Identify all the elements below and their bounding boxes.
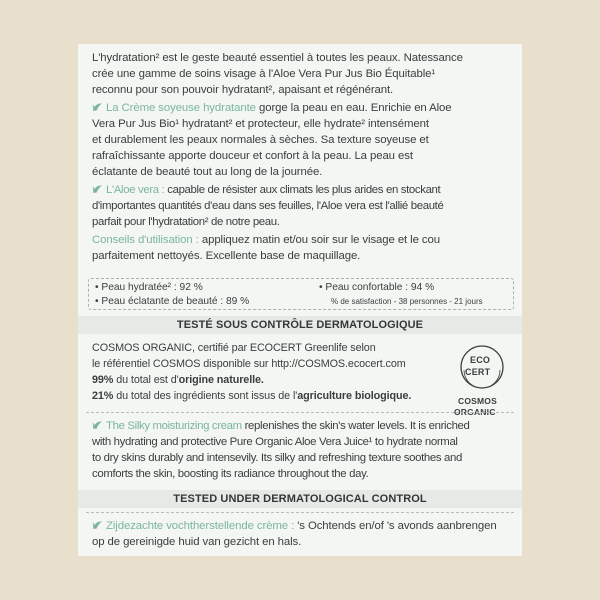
- fr-cream-line-5: éclatante de beauté tout au long de la journée.: [92, 166, 323, 178]
- fr-cream-line-4: rafraîchissante apporte douceur et confort à la peau. La peau est: [92, 150, 413, 162]
- en-line-4: comforts the skin, boosting its radiance throughout the day.: [92, 468, 369, 480]
- section-divider: [86, 512, 514, 513]
- aloe-leaf-icon: [92, 420, 103, 430]
- en-line-3: to dry skins durably and intensevily. Its silky and refreshing texture soothes and: [92, 452, 462, 464]
- product-label-panel: [78, 44, 522, 556]
- fr-cream-line-3: et durablement les peaux normales à sèches. Sa texture soyeuse et: [92, 134, 429, 146]
- en-text: replenishes the skin's water levels. It is enriched: [241, 420, 470, 432]
- logo-cert: CERT: [465, 367, 491, 377]
- section-divider: [86, 412, 514, 413]
- fr-aloe-text: capable de résister aux climats les plus arides en stockant: [164, 184, 441, 196]
- organic-agriculture: agriculture biologique.: [297, 390, 412, 402]
- nl-text: 's Ochtends en/of 's avonds aanbrengen: [294, 520, 497, 532]
- nl-line-1: [92, 518, 497, 534]
- nl-title: Zijdezachte vochtherstellende crème :: [106, 520, 295, 532]
- fr-aloe-line-3: parfait pour l'hydratation² de notre peau.: [92, 216, 280, 228]
- fr-intro-line-3: reconnu pour son pouvoir hydratant², apaisant et régénérant.: [92, 84, 394, 96]
- stat-note: % de satisfaction - 38 personnes - 21 jours: [331, 297, 483, 306]
- fr-cream-line-2: Vera Pur Jus Bio¹ hydratant² et protecteur, elle hydrate² intensément: [92, 118, 429, 130]
- en-line-1: [92, 418, 470, 434]
- cosmos-line-2: le référentiel COSMOS disponible sur http://COSMOS.ecocert.com: [92, 358, 406, 370]
- logo-cosmos: COSMOS: [458, 396, 497, 406]
- logo-organic: ORGANIC: [454, 407, 496, 417]
- natural-origin: origine naturelle.: [178, 374, 264, 386]
- stat-hydrated: • Peau hydratée² : 92 %: [95, 282, 203, 293]
- fr-cream-text: gorge la peau en eau. Enrichie en Aloe: [255, 102, 452, 114]
- dermatological-band-fr: TESTÉ SOUS CONTRÔLE DERMATOLOGIQUE: [78, 316, 522, 334]
- fr-cream-line-1: [92, 100, 452, 116]
- fr-usage-line-2: parfaitement nettoyés. Excellente base de maquillage.: [92, 250, 361, 262]
- fr-intro-line-2: crée une gamme de soins visage à l'Aloe Vera Pur Jus Bio Équitable¹: [92, 68, 436, 80]
- stat-comfortable: • Peau confortable : 94 %: [319, 282, 435, 293]
- organic-percent: 21%: [92, 390, 114, 402]
- fr-usage-text: appliquez matin et/ou soir sur le visage et le cou: [198, 234, 440, 246]
- natural-text: du total est d': [113, 374, 179, 386]
- en-title: The Silky moisturizing cream: [106, 420, 242, 432]
- cosmos-line-3: [92, 372, 264, 388]
- fr-cream-title: La Crème soyeuse hydratante: [106, 102, 256, 114]
- nl-line-2: op de gereinigde huid van gezicht en hals.: [92, 536, 302, 548]
- satisfaction-stats-box: [88, 278, 514, 310]
- logo-eco: ECO: [470, 355, 491, 365]
- aloe-leaf-icon: [92, 520, 103, 530]
- stat-radiant: • Peau éclatante de beauté : 89 %: [95, 296, 250, 307]
- organic-text: du total des ingrédients sont issus de l': [113, 390, 298, 402]
- fr-usage-title: Conseils d'utilisation :: [92, 234, 199, 246]
- fr-aloe-line-2: d'importantes quantités d'eau dans ses feuilles, l'Aloe vera est l'allié beauté: [92, 200, 444, 212]
- aloe-leaf-icon: [92, 102, 103, 112]
- dermatological-band-en: TESTED UNDER DERMATOLOGICAL CONTROL: [78, 490, 522, 508]
- natural-percent: 99%: [92, 374, 114, 386]
- en-line-2: with hydrating and protective Pure Organic Aloe Vera Juice¹ to hydrate normal: [92, 436, 458, 448]
- fr-usage-line-1: [92, 232, 440, 248]
- aloe-leaf-icon: [92, 184, 103, 194]
- fr-aloe-line-1: [92, 182, 440, 198]
- fr-aloe-title: L'Aloe vera :: [106, 184, 165, 196]
- fr-intro-line-1: L'hydratation² est le geste beauté essentiel à toutes les peaux. Natessance: [92, 52, 463, 64]
- cosmos-line-1: COSMOS ORGANIC, certifié par ECOCERT Greenlife selon: [92, 342, 376, 354]
- cosmos-line-4: [92, 388, 411, 404]
